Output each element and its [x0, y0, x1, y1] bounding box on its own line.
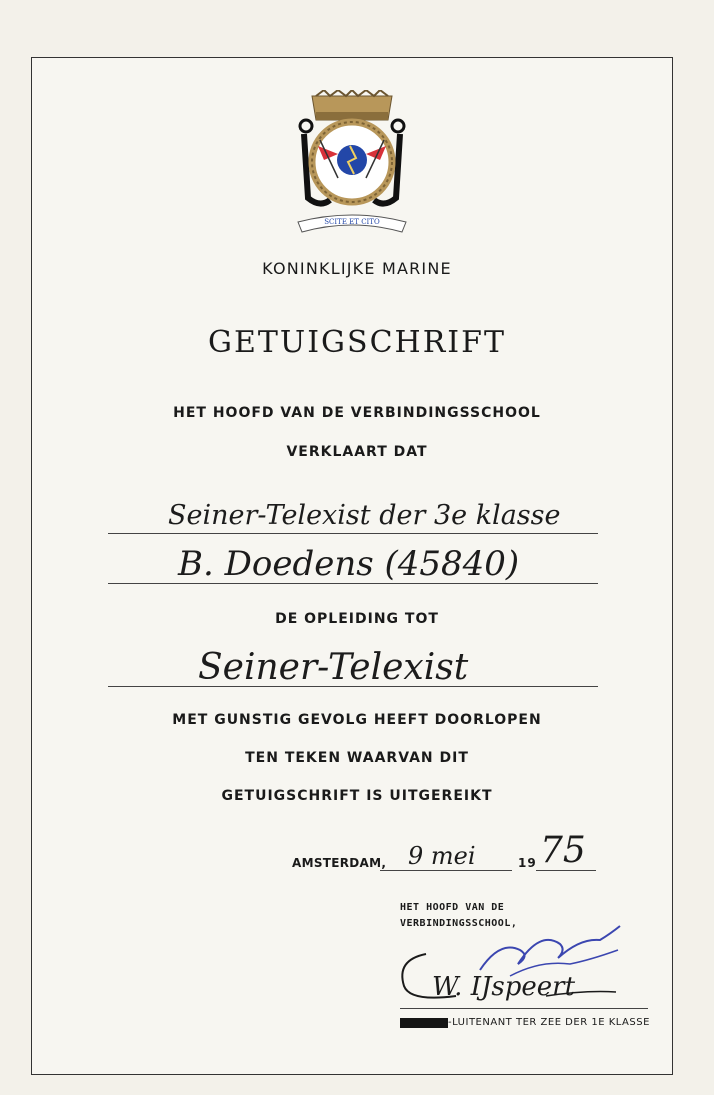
signature-underline [400, 1008, 648, 1009]
signatory-rank: -LUITENANT TER ZEE DER 1E KLASSE [448, 1017, 650, 1028]
closing-line-1: MET GUNSTIG GEVOLG HEEFT DOORLOPEN [172, 712, 542, 728]
rank-underline [108, 533, 598, 534]
document-title: GETUIGSCHRIFT [208, 325, 506, 360]
course-underline [108, 686, 598, 687]
name-underline [108, 583, 598, 584]
place-label: AMSTERDAM, [292, 856, 387, 870]
closing-line-3: GETUIGSCHRIFT IS UITGEREIKT [221, 788, 493, 804]
handwritten-course: Seiner-Telexist [198, 647, 469, 688]
emblem-motto: SCITE ET CITO [324, 218, 380, 226]
closing-line-2: TEN TEKEN WAARVAN DIT [245, 750, 469, 766]
statement-line-2: VERKLAART DAT [286, 444, 428, 460]
year-prefix: 19 [518, 856, 537, 870]
redacted-rank-bar [400, 1018, 448, 1028]
signature-flourish-icon [396, 946, 626, 1006]
organization-name: KONINKLIJKE MARINE [262, 259, 452, 278]
date-underline [380, 870, 512, 871]
year-underline [536, 870, 596, 871]
course-intro: DE OPLEIDING TOT [275, 611, 439, 627]
handwritten-rank: Seiner-Telexist der 3e klasse [168, 500, 561, 531]
handwritten-name: B. Doedens (45840) [178, 544, 520, 584]
handwritten-date: 9 mei [408, 842, 476, 870]
signature: W. IJspeert [432, 972, 576, 1002]
handwritten-year: 75 [540, 830, 586, 871]
statement-line-1: HET HOOFD VAN DE VERBINDINGSSCHOOL [173, 405, 541, 421]
signatory-line-2: VERBINDINGSSCHOOL, [400, 918, 518, 929]
signatory-line-1: HET HOOFD VAN DE [400, 902, 505, 913]
navy-emblem-icon [290, 90, 414, 240]
